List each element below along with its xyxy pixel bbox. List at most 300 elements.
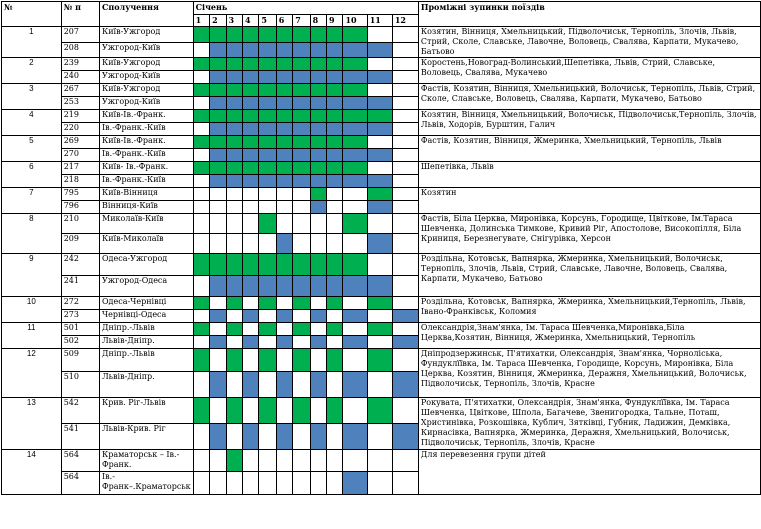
day-cell-11 — [367, 84, 392, 97]
train-row — [2, 349, 761, 372]
day-cell-10 — [343, 123, 367, 136]
day-cell-5 — [259, 84, 276, 97]
day-cell-5 — [259, 27, 276, 43]
day-cell-9 — [327, 310, 343, 323]
train-number: 208 — [61, 42, 99, 58]
day-cell-5 — [259, 310, 276, 323]
day-cell-7 — [293, 276, 310, 297]
day-cell-11 — [367, 424, 392, 450]
day-cell-6 — [276, 276, 292, 297]
day-cell-12 — [392, 58, 418, 71]
train-route: Ужгород-Київ — [100, 42, 194, 58]
day-cell-2 — [210, 323, 226, 336]
day-cell-7 — [293, 201, 310, 214]
train-route: Київ-Вінниця — [100, 188, 194, 201]
day-cell-7 — [293, 398, 310, 424]
day-cell-4 — [242, 372, 258, 398]
day-cell-1 — [193, 398, 209, 424]
day-cell-10 — [343, 27, 367, 43]
day-cell-2 — [210, 149, 226, 162]
day-cell-1 — [193, 149, 209, 162]
day-cell-4 — [242, 27, 258, 43]
day-cell-1 — [193, 84, 209, 97]
train-row — [2, 162, 761, 175]
day-cell-5 — [259, 58, 276, 71]
train-route: Одеса-Ужгород — [100, 254, 194, 276]
day-cell-11 — [367, 149, 392, 162]
train-row — [2, 450, 761, 472]
day-cell-6 — [276, 349, 292, 372]
day-cell-7 — [293, 323, 310, 336]
day-cell-5 — [259, 349, 276, 372]
day-cell-2 — [210, 84, 226, 97]
train-route: Дніпр.-Львів — [100, 323, 194, 336]
train-route: Львів-Дніпр. — [100, 372, 194, 398]
day-cell-4 — [242, 97, 258, 110]
train-route: Крив. Ріг-Львів — [100, 398, 194, 424]
day-cell-5 — [259, 201, 276, 214]
header-month: Січень — [193, 2, 418, 15]
day-cell-1 — [193, 297, 209, 310]
day-cell-3 — [226, 297, 242, 310]
train-route: Ів.-Франк.-Київ — [100, 123, 194, 136]
day-cell-8 — [310, 349, 326, 372]
train-route: Дніпр.-Львів — [100, 349, 194, 372]
day-cell-4 — [242, 123, 258, 136]
header-route: Сполучення — [100, 2, 194, 27]
day-cell-9 — [327, 297, 343, 310]
day-cell-6 — [276, 110, 292, 123]
day-cell-7 — [293, 424, 310, 450]
intermediate-stops: Олександрія,Знам'янка, Ім. Тараса Шевченка,Миронівка,Біла Церква,Козятин, Вінниця, Жмеринка, Хмельницький, Тернопіль — [418, 323, 760, 349]
day-cell-1 — [193, 201, 209, 214]
day-cell-4 — [242, 323, 258, 336]
day-cell-10 — [343, 84, 367, 97]
train-number: 509 — [61, 349, 99, 372]
day-cell-10 — [343, 110, 367, 123]
train-route: Ів.-Франк.-Київ — [100, 149, 194, 162]
day-cell-2 — [210, 472, 226, 495]
intermediate-stops: Фастів, Біла Церква, Миронівка, Корсунь, Городище, Цвіткове, Ім.Тараса Шевченка, Долинська Тимкове, Кривий Ріг, Апостолове, Високопілля, Біла Криниця, Березнегувате, Снігурівка, Херсон — [418, 214, 760, 254]
day-cell-1 — [193, 27, 209, 43]
train-row — [2, 84, 761, 97]
train-route: Ів.-Франк–.Краматорськ — [100, 472, 194, 495]
day-cell-7 — [293, 97, 310, 110]
day-cell-11 — [367, 136, 392, 149]
day-header-4: 4 — [242, 15, 258, 27]
group-number: 6 — [2, 162, 62, 188]
day-cell-10 — [343, 201, 367, 214]
day-cell-4 — [242, 42, 258, 58]
train-number: 210 — [61, 214, 99, 234]
day-cell-3 — [226, 136, 242, 149]
day-cell-8 — [310, 398, 326, 424]
day-cell-2 — [210, 110, 226, 123]
group-number: 4 — [2, 110, 62, 136]
day-cell-6 — [276, 162, 292, 175]
day-cell-6 — [276, 234, 292, 254]
day-cell-4 — [242, 162, 258, 175]
day-cell-8 — [310, 310, 326, 323]
day-header-6: 6 — [276, 15, 292, 27]
train-number: 564 — [61, 472, 99, 495]
day-cell-12 — [392, 84, 418, 97]
train-number: 795 — [61, 188, 99, 201]
train-number: 269 — [61, 136, 99, 149]
day-cell-9 — [327, 349, 343, 372]
day-cell-2 — [210, 188, 226, 201]
train-number: 242 — [61, 254, 99, 276]
day-cell-3 — [226, 175, 242, 188]
train-route: Миколаїв-Київ — [100, 214, 194, 234]
day-cell-2 — [210, 372, 226, 398]
train-row — [2, 27, 761, 43]
day-cell-8 — [310, 234, 326, 254]
train-row — [2, 188, 761, 201]
day-cell-6 — [276, 310, 292, 323]
day-cell-12 — [392, 323, 418, 336]
group-number: 1 — [2, 27, 62, 58]
day-cell-5 — [259, 136, 276, 149]
day-cell-4 — [242, 398, 258, 424]
day-header-9: 9 — [327, 15, 343, 27]
train-number: 541 — [61, 424, 99, 450]
day-cell-5 — [259, 276, 276, 297]
train-number: 267 — [61, 84, 99, 97]
day-cell-11 — [367, 254, 392, 276]
day-cell-4 — [242, 188, 258, 201]
day-cell-9 — [327, 450, 343, 472]
day-cell-8 — [310, 136, 326, 149]
day-cell-11 — [367, 450, 392, 472]
day-header-8: 8 — [310, 15, 326, 27]
day-cell-12 — [392, 188, 418, 201]
train-route: Київ-Ужгород — [100, 27, 194, 43]
day-cell-10 — [343, 424, 367, 450]
day-cell-12 — [392, 297, 418, 310]
day-header-12: 12 — [392, 15, 418, 27]
day-header-1: 1 — [193, 15, 209, 27]
day-cell-1 — [193, 372, 209, 398]
day-cell-11 — [367, 162, 392, 175]
day-cell-5 — [259, 450, 276, 472]
day-cell-10 — [343, 349, 367, 372]
day-cell-6 — [276, 424, 292, 450]
day-cell-8 — [310, 297, 326, 310]
day-cell-8 — [310, 71, 326, 84]
day-cell-11 — [367, 234, 392, 254]
day-header-2: 2 — [210, 15, 226, 27]
day-cell-10 — [343, 336, 367, 349]
day-cell-4 — [242, 110, 258, 123]
day-cell-6 — [276, 188, 292, 201]
day-cell-8 — [310, 97, 326, 110]
day-cell-8 — [310, 336, 326, 349]
train-row — [2, 58, 761, 71]
day-cell-8 — [310, 214, 326, 234]
day-cell-7 — [293, 175, 310, 188]
day-cell-12 — [392, 214, 418, 234]
day-cell-11 — [367, 175, 392, 188]
day-header-3: 3 — [226, 15, 242, 27]
group-number: 3 — [2, 84, 62, 110]
day-cell-6 — [276, 372, 292, 398]
day-cell-5 — [259, 254, 276, 276]
intermediate-stops: Роздільна, Котовськ, Вапнярка, Жмеринка, Хмельницький, Волочиськ, Тернопіль, Злочів, Львів, Стрий, Славське, Лавочне, Воловець, Свалява, Карпати, Мукачево, Батьово — [418, 254, 760, 297]
day-cell-4 — [242, 297, 258, 310]
day-cell-3 — [226, 276, 242, 297]
day-cell-7 — [293, 297, 310, 310]
day-cell-1 — [193, 136, 209, 149]
day-cell-7 — [293, 450, 310, 472]
day-cell-5 — [259, 323, 276, 336]
train-row — [2, 323, 761, 336]
day-cell-5 — [259, 424, 276, 450]
day-cell-6 — [276, 254, 292, 276]
day-cell-4 — [242, 234, 258, 254]
train-number: 510 — [61, 372, 99, 398]
day-cell-6 — [276, 42, 292, 58]
day-cell-3 — [226, 149, 242, 162]
group-number: 10 — [2, 297, 62, 323]
day-cell-2 — [210, 71, 226, 84]
day-cell-12 — [392, 310, 418, 323]
day-cell-2 — [210, 254, 226, 276]
day-cell-1 — [193, 97, 209, 110]
day-cell-1 — [193, 323, 209, 336]
day-cell-9 — [327, 27, 343, 43]
day-cell-2 — [210, 97, 226, 110]
day-cell-11 — [367, 323, 392, 336]
day-cell-8 — [310, 27, 326, 43]
day-cell-1 — [193, 162, 209, 175]
day-cell-7 — [293, 188, 310, 201]
day-cell-1 — [193, 71, 209, 84]
train-number: 272 — [61, 297, 99, 310]
train-row — [2, 214, 761, 234]
train-row — [2, 254, 761, 276]
intermediate-stops: Козятин, Вінниця, Хмельницький, Волочиськ, Підволочиськ,Тернопіль, Злочів, Львів, Ходорів, Бурштин, Галич — [418, 110, 760, 136]
day-cell-11 — [367, 110, 392, 123]
day-cell-2 — [210, 214, 226, 234]
day-cell-5 — [259, 214, 276, 234]
day-cell-2 — [210, 398, 226, 424]
day-cell-8 — [310, 162, 326, 175]
day-cell-9 — [327, 323, 343, 336]
train-number: 241 — [61, 276, 99, 297]
group-number: 11 — [2, 323, 62, 349]
intermediate-stops: Шепетівка, Львів — [418, 162, 760, 188]
day-cell-11 — [367, 27, 392, 43]
train-route: Одеса-Чернівці — [100, 297, 194, 310]
day-cell-12 — [392, 472, 418, 495]
day-cell-3 — [226, 58, 242, 71]
day-cell-10 — [343, 58, 367, 71]
day-cell-3 — [226, 123, 242, 136]
group-number: 7 — [2, 188, 62, 214]
train-route: Ужгород-Київ — [100, 71, 194, 84]
day-cell-10 — [343, 472, 367, 495]
day-cell-4 — [242, 214, 258, 234]
day-cell-6 — [276, 149, 292, 162]
day-cell-11 — [367, 297, 392, 310]
day-cell-7 — [293, 472, 310, 495]
intermediate-stops: Фастів, Козятин, Вінниця, Жмеринка, Хмельницький, Тернопіль, Львів — [418, 136, 760, 162]
day-cell-10 — [343, 97, 367, 110]
intermediate-stops: Рокувата, П'ятихатки, Олександрія, Знам'янка, Фундуклїївка, Ім. Тараса Шевченка, Цвіткове, Шпола, Багачеве, Звенигородка, Тальне, Поташ, Христинівка, Розкошівка, Кублич, Зятківці, Губник, Ладижин, Демківка, Кирнасівка, Вапнярка, Жмеринка, Деражня, Хмельницький, Волочиськ, Підволочиськ, Тернопіль, Злочів, Красне — [418, 398, 760, 450]
group-number: 5 — [2, 136, 62, 162]
day-cell-8 — [310, 123, 326, 136]
day-cell-5 — [259, 336, 276, 349]
day-cell-10 — [343, 234, 367, 254]
train-route: Київ-Ужгород — [100, 84, 194, 97]
day-cell-8 — [310, 276, 326, 297]
day-cell-5 — [259, 110, 276, 123]
day-cell-12 — [392, 42, 418, 58]
day-cell-4 — [242, 336, 258, 349]
intermediate-stops: Роздільна, Котовськ, Вапнярка, Жмеринка, Хмельницький,Тернопіль, Львів, Івано-Франківськ, Коломия — [418, 297, 760, 323]
day-cell-11 — [367, 276, 392, 297]
train-number: 273 — [61, 310, 99, 323]
day-cell-2 — [210, 123, 226, 136]
day-cell-3 — [226, 188, 242, 201]
day-cell-10 — [343, 71, 367, 84]
header-num: № п — [61, 2, 99, 27]
intermediate-stops: Козятин, Вінниця, Хмельницький, Підволочиськ, Тернопіль, Злочів, Львів, Стрий, Сколе, Славське, Лавочне, Воловець, Свалява, Карпати, Мукачево, Батьово — [418, 27, 760, 58]
day-cell-1 — [193, 349, 209, 372]
day-cell-9 — [327, 162, 343, 175]
intermediate-stops: Козятин — [418, 188, 760, 214]
day-cell-5 — [259, 149, 276, 162]
train-row — [2, 398, 761, 424]
day-cell-8 — [310, 254, 326, 276]
day-cell-7 — [293, 234, 310, 254]
day-cell-11 — [367, 123, 392, 136]
day-cell-11 — [367, 71, 392, 84]
day-cell-6 — [276, 27, 292, 43]
train-row — [2, 136, 761, 149]
train-number: 219 — [61, 110, 99, 123]
day-cell-6 — [276, 58, 292, 71]
day-cell-5 — [259, 372, 276, 398]
day-cell-4 — [242, 71, 258, 84]
day-cell-3 — [226, 162, 242, 175]
group-number: 8 — [2, 214, 62, 254]
day-cell-8 — [310, 450, 326, 472]
day-cell-7 — [293, 71, 310, 84]
day-cell-4 — [242, 84, 258, 97]
day-cell-2 — [210, 450, 226, 472]
group-number: 9 — [2, 254, 62, 297]
day-cell-1 — [193, 472, 209, 495]
train-number: 796 — [61, 201, 99, 214]
train-number: 207 — [61, 27, 99, 43]
day-cell-10 — [343, 162, 367, 175]
day-cell-8 — [310, 84, 326, 97]
day-cell-9 — [327, 58, 343, 71]
day-cell-7 — [293, 336, 310, 349]
day-cell-4 — [242, 310, 258, 323]
day-cell-12 — [392, 276, 418, 297]
day-cell-4 — [242, 175, 258, 188]
day-cell-4 — [242, 276, 258, 297]
day-cell-12 — [392, 336, 418, 349]
day-cell-2 — [210, 297, 226, 310]
day-cell-5 — [259, 234, 276, 254]
group-number: 14 — [2, 450, 62, 495]
day-cell-3 — [226, 110, 242, 123]
day-cell-9 — [327, 254, 343, 276]
day-cell-7 — [293, 149, 310, 162]
day-cell-5 — [259, 472, 276, 495]
day-cell-8 — [310, 175, 326, 188]
day-cell-4 — [242, 149, 258, 162]
day-header-7: 7 — [293, 15, 310, 27]
day-cell-7 — [293, 372, 310, 398]
day-cell-6 — [276, 201, 292, 214]
day-cell-11 — [367, 188, 392, 201]
day-cell-1 — [193, 424, 209, 450]
day-cell-1 — [193, 450, 209, 472]
day-cell-11 — [367, 310, 392, 323]
day-cell-12 — [392, 254, 418, 276]
day-cell-6 — [276, 398, 292, 424]
train-number: 542 — [61, 398, 99, 424]
train-number: 253 — [61, 97, 99, 110]
day-cell-10 — [343, 323, 367, 336]
day-cell-10 — [343, 214, 367, 234]
day-cell-3 — [226, 254, 242, 276]
day-cell-11 — [367, 349, 392, 372]
day-cell-10 — [343, 188, 367, 201]
day-cell-5 — [259, 297, 276, 310]
day-cell-11 — [367, 336, 392, 349]
day-cell-10 — [343, 276, 367, 297]
day-cell-3 — [226, 372, 242, 398]
day-cell-5 — [259, 398, 276, 424]
day-cell-11 — [367, 58, 392, 71]
intermediate-stops: Коростень,Новоград-Волинський,Шепетівка, Львів, Стрий, Славське, Воловець, Свалява, Мукачево — [418, 58, 760, 84]
day-cell-6 — [276, 450, 292, 472]
day-header-11: 11 — [367, 15, 392, 27]
day-cell-10 — [343, 450, 367, 472]
day-cell-2 — [210, 162, 226, 175]
day-cell-9 — [327, 372, 343, 398]
day-cell-12 — [392, 372, 418, 398]
day-header-10: 10 — [343, 15, 367, 27]
day-cell-1 — [193, 254, 209, 276]
day-cell-10 — [343, 42, 367, 58]
train-route: Львів-Дніпр. — [100, 336, 194, 349]
day-cell-9 — [327, 398, 343, 424]
day-cell-10 — [343, 297, 367, 310]
train-number: 502 — [61, 336, 99, 349]
day-cell-9 — [327, 188, 343, 201]
day-cell-3 — [226, 472, 242, 495]
train-number: 501 — [61, 323, 99, 336]
train-number: 270 — [61, 149, 99, 162]
day-cell-1 — [193, 175, 209, 188]
day-cell-6 — [276, 336, 292, 349]
day-cell-1 — [193, 336, 209, 349]
train-route: Ужгород-Одеса — [100, 276, 194, 297]
schedule-table — [1, 1, 761, 495]
day-cell-5 — [259, 188, 276, 201]
train-number: 564 — [61, 450, 99, 472]
header-group: № — [2, 2, 62, 27]
day-cell-4 — [242, 58, 258, 71]
day-cell-10 — [343, 398, 367, 424]
